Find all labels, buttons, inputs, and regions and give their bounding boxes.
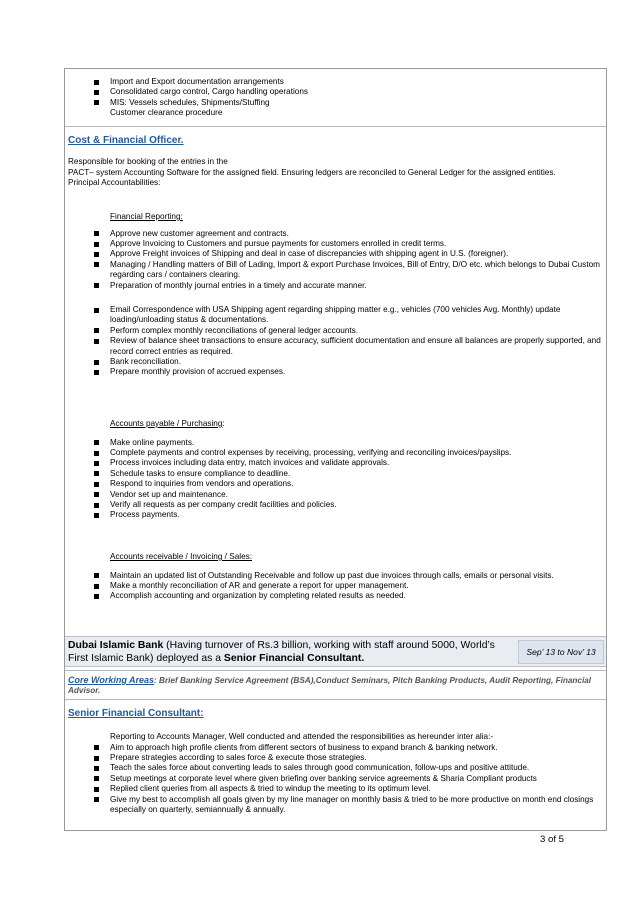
core-working-areas — [68, 675, 604, 697]
financial-reporting-section — [65, 212, 606, 378]
list-item: Preparation of monthly journal entries in a timely and accurate manner. — [65, 281, 606, 291]
core-text: : Brief Banking Service Agreement (BSA),Conduct Seminars, Pitch Banking Products, Audit Reporting, Financial Advisor. — [68, 676, 592, 696]
subsection-title: Financial Reporting: — [110, 212, 183, 221]
list-item: Approve Invoicing to Customers and pursue payments for customers enrolled in credit terms. — [65, 239, 606, 249]
list-item: Verify all requests as per company credit facilities and policies. — [65, 500, 606, 510]
list-item: Perform complex monthly reconciliations of general ledger accounts. — [65, 326, 606, 336]
list-item: Vendor set up and maintenance. — [65, 490, 606, 500]
list-item: Managing / Handling matters of Bill of Lading, Import & export Purchase Invoices, Bill of Entry, D/O etc. which belongs to Dubai Custom regarding cars / containers clearing. — [65, 260, 606, 281]
list-item: Schedule tasks to ensure compliance to deadline. — [65, 469, 606, 479]
receivable-section — [65, 552, 606, 602]
list-item: Replied client queries from all aspects & tried to windup the meeting to its optimum level. — [65, 784, 606, 794]
employer-description — [68, 639, 508, 665]
list-item: Give my best to accomplish all goals given by my line manager on monthly basis & tried to be more productive on month end closings especially on quarterly, semiannually & annually. — [65, 795, 606, 816]
core-label: Core Working Areas — [68, 675, 155, 685]
employer-header — [65, 636, 606, 667]
divider — [65, 699, 606, 700]
employer-detail: (Having turnover of Rs.3 billion, working with staff around 5000, World’s First Islamic Bank) deployed as a — [68, 640, 495, 664]
list-item: Teach the sales force about converting leads to sales through good communication, follow-ups and positive attitude. — [65, 763, 606, 773]
list-item: Prepare monthly provision of accrued expenses. — [65, 367, 606, 377]
list-item: Prepare strategies according to sales force & execute those strategies. — [65, 753, 606, 763]
description-line: PACT– system Accounting Software for the assigned field. Ensuring ledgers are reconciled to General Ledger for the assigned entities. — [68, 167, 556, 177]
list-item: Review of balance sheet transactions to ensure accuracy, sufficient documentation and ensure all balances are properly supported, and record correct entries as required. — [65, 336, 606, 357]
employment-dates: Sep’ 13 to Nov’ 13 — [518, 640, 604, 664]
list-item: Setup meetings at corporate level where given briefing over banking service agreements & Sharia Compliant products — [65, 774, 606, 784]
top-section — [65, 77, 606, 119]
subsection-title — [65, 419, 606, 430]
sfc-body — [65, 732, 606, 815]
list-item: Import and Export documentation arrangements — [65, 77, 606, 87]
intro-line: Reporting to Accounts Manager, Well conducted and attended the responsibilities as hereunder inter alia:- — [110, 732, 494, 741]
list-item: Accomplish accounting and organization by completing related results as needed. — [65, 591, 606, 601]
page-number: 3 of 5 — [539, 834, 564, 845]
list-item: Email Correspondence with USA Shipping agent regarding shipping matter e.g., vehicles (700 vehicles Avg. Monthly) update loading/unloading status & documentations. — [65, 305, 606, 326]
payable-section — [65, 419, 606, 521]
list-item: Complete payments and control expenses by receiving, processing, verifying and reconciling invoices/payslips. — [65, 448, 606, 458]
payable-colon: : — [222, 419, 225, 428]
list-item: MIS: Vessels schedules, Shipments/Stuffing — [65, 98, 606, 108]
list-item: Approve Freight invoices of Shipping and deal in case of discrepancies with shipping agent in U.S. (foreigner). — [65, 249, 606, 259]
cost-section — [68, 135, 604, 189]
sfc-section — [68, 708, 604, 719]
divider — [65, 126, 606, 127]
list-item: Maintain an updated list of Outstanding Receivable and follow up past due invoices through calls, emails or personal visits. — [65, 571, 606, 581]
description-line: Principal Accountabilities: — [68, 178, 161, 188]
list-item: Make online payments. — [65, 438, 606, 448]
list-item: Process invoices including data entry, match invoices and validate approvals. — [65, 458, 606, 468]
divider — [65, 670, 606, 671]
section-title: Cost & Financial Officer. — [68, 135, 184, 146]
list-item: Make a monthly reconciliation of AR and generate a report for upper management. — [65, 581, 606, 591]
list-item: Consolidated cargo control, Cargo handling operations — [65, 87, 606, 97]
list-item: Process payments. — [65, 510, 606, 520]
list-item: Respond to inquiries from vendors and operations. — [65, 479, 606, 489]
section-title: Senior Financial Consultant: — [68, 708, 204, 719]
payable-title: Accounts payable / Purchasing — [110, 419, 223, 428]
trailing-line: Customer clearance procedure — [110, 108, 223, 118]
employer-role: Senior Financial Consultant. — [223, 653, 365, 664]
list-item: Bank reconciliation. — [65, 357, 606, 367]
employer-name: Dubai Islamic Bank — [68, 640, 164, 651]
subsection-title: Accounts receivable / Invoicing / Sales: — [110, 552, 252, 561]
description-line: Responsible for booking of the entries in the — [68, 157, 228, 166]
list-item: Approve new customer agreement and contracts. — [65, 229, 606, 239]
list-item: Aim to approach high profile clients from different sectors of business to expand branch & banking network. — [65, 743, 606, 753]
